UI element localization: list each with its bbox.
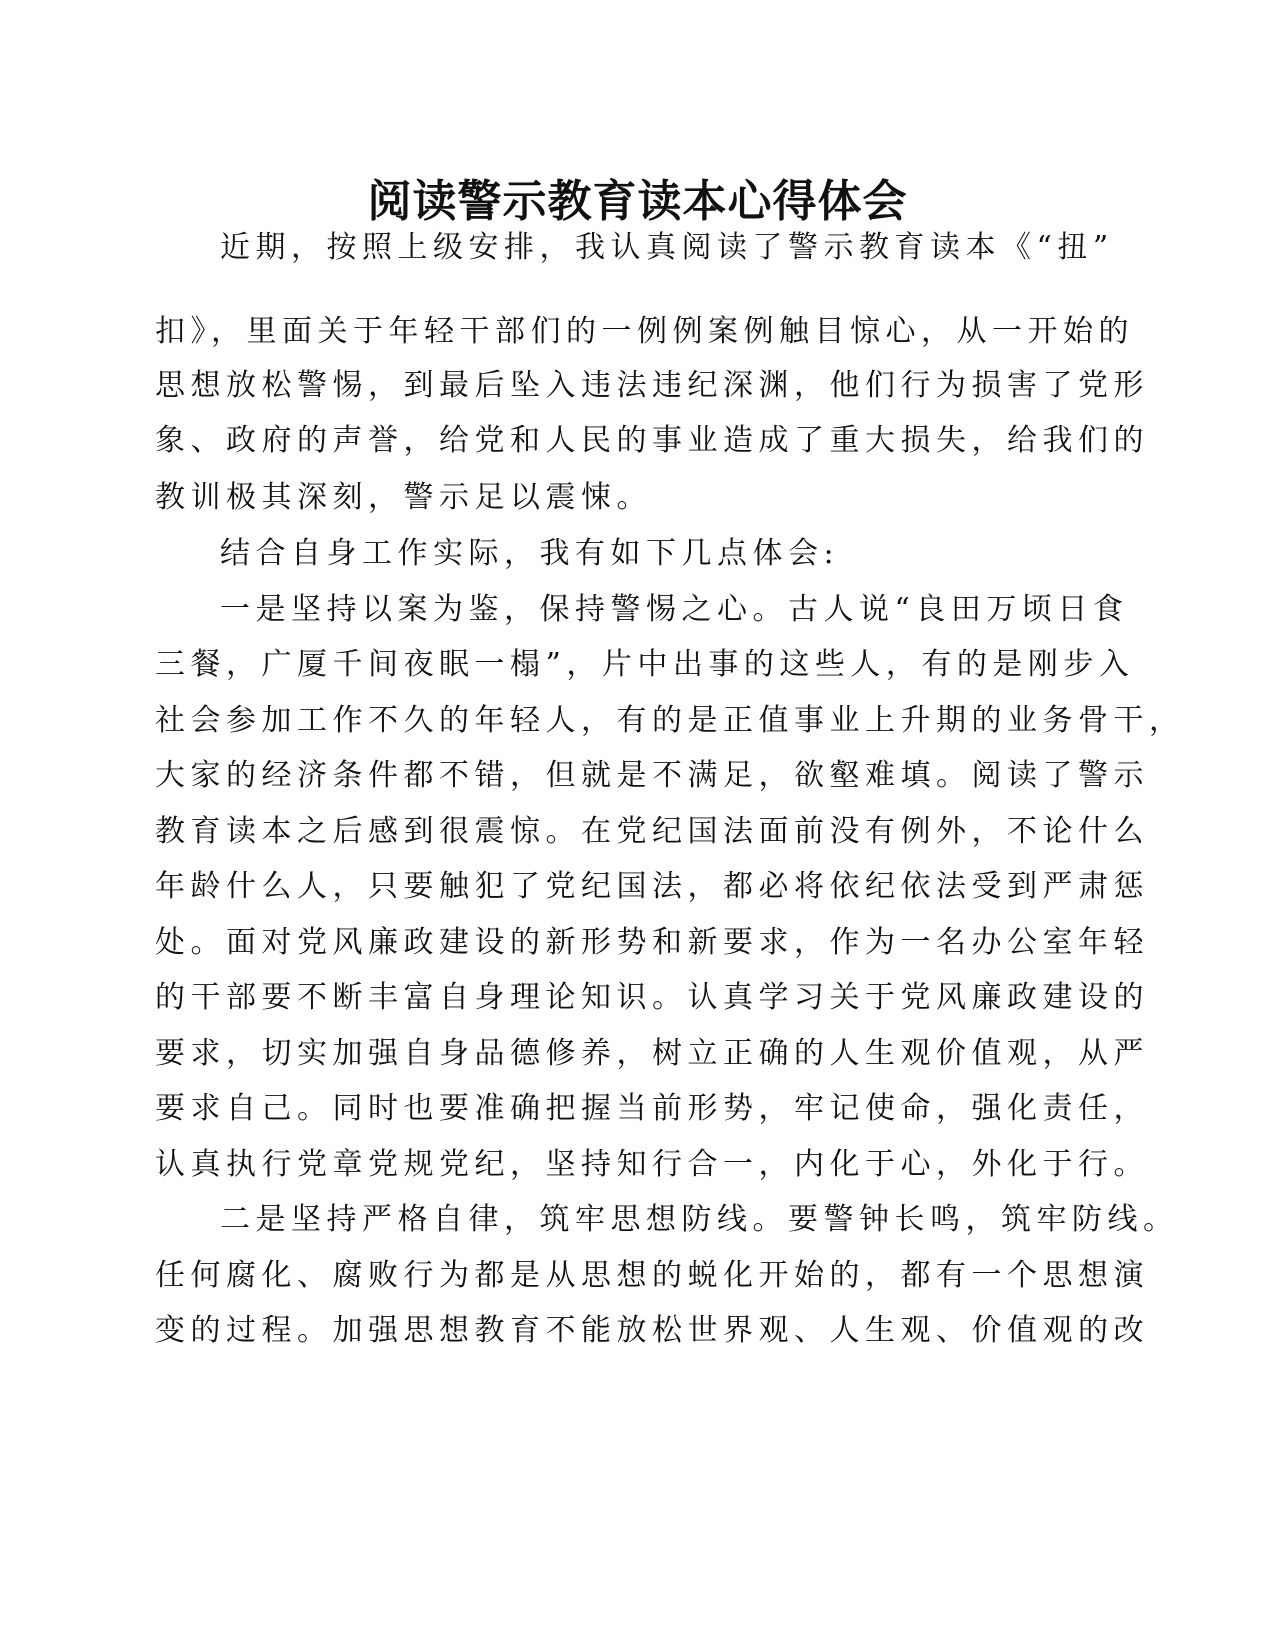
text-line: 结合自身工作实际，我有如下几点体会: (220, 536, 840, 571)
text-line: 处。面对党风廉政建设的新形势和新要求，作为一名办公室年轻 (155, 925, 1149, 960)
text-line: 三餐，广厦千间夜眠一榻”，片中出事的这些人，有的是刚步入 (155, 647, 1135, 682)
text-line: 任何腐化、腐败行为都是从思想的蜕化开始的，都有一个思想演 (155, 1258, 1149, 1293)
text-line: 一是坚持以案为鉴，保持警惕之心。古人说“良田万顷日食 (220, 592, 1129, 627)
text-line: 大家的经济条件都不错，但就是不满足，欲壑难填。阅读了警示 (155, 758, 1149, 793)
text-line: 扣》，里面关于年轻干部们的一例例案例触目惊心，从一开始的 (155, 314, 1134, 349)
text-line: 象、政府的声誉，给党和人民的事业造成了重大损失，给我们的 (155, 423, 1149, 458)
document-title: 阅读警示教育读本心得体会 (367, 176, 908, 227)
text-line: 的干部要不断丰富自身理论知识。认真学习关于党风廉政建设的 (155, 980, 1149, 1015)
text-line: 要求，切实加强自身品德修养，树立正确的人生观价值观，从严 (155, 1036, 1149, 1071)
text-line: 年龄什么人，只要触犯了党纪国法，都必将依纪依法受到严肃惩 (155, 869, 1149, 904)
text-line: 教育读本之后感到很震惊。在党纪国法面前没有例外，不论什么 (155, 814, 1149, 849)
text-line: 社会参加工作不久的年轻人，有的是正值事业上升期的业务骨干， (155, 703, 1185, 738)
text-line: 思想放松警惕，到最后坠入违法违纪深渊，他们行为损害了党形 (155, 368, 1149, 403)
text-line: 变的过程。加强思想教育不能放松世界观、人生观、价值观的改 (155, 1313, 1149, 1348)
text-line: 教训极其深刻，警示足以震悚。 (155, 480, 652, 515)
text-line: 二是坚持严格自律，筑牢思想防线。要警钟长鸣，筑牢防线。 (220, 1202, 1179, 1237)
text-line: 要求自己。同时也要准确把握当前形势，牢记使命，强化责任， (155, 1091, 1149, 1126)
text-line: 认真执行党章党规党纪，坚持知行合一，内化于心，外化于行。 (155, 1147, 1149, 1182)
text-line: 近期，按照上级安排，我认真阅读了警示教育读本《“扭” (220, 230, 1114, 265)
